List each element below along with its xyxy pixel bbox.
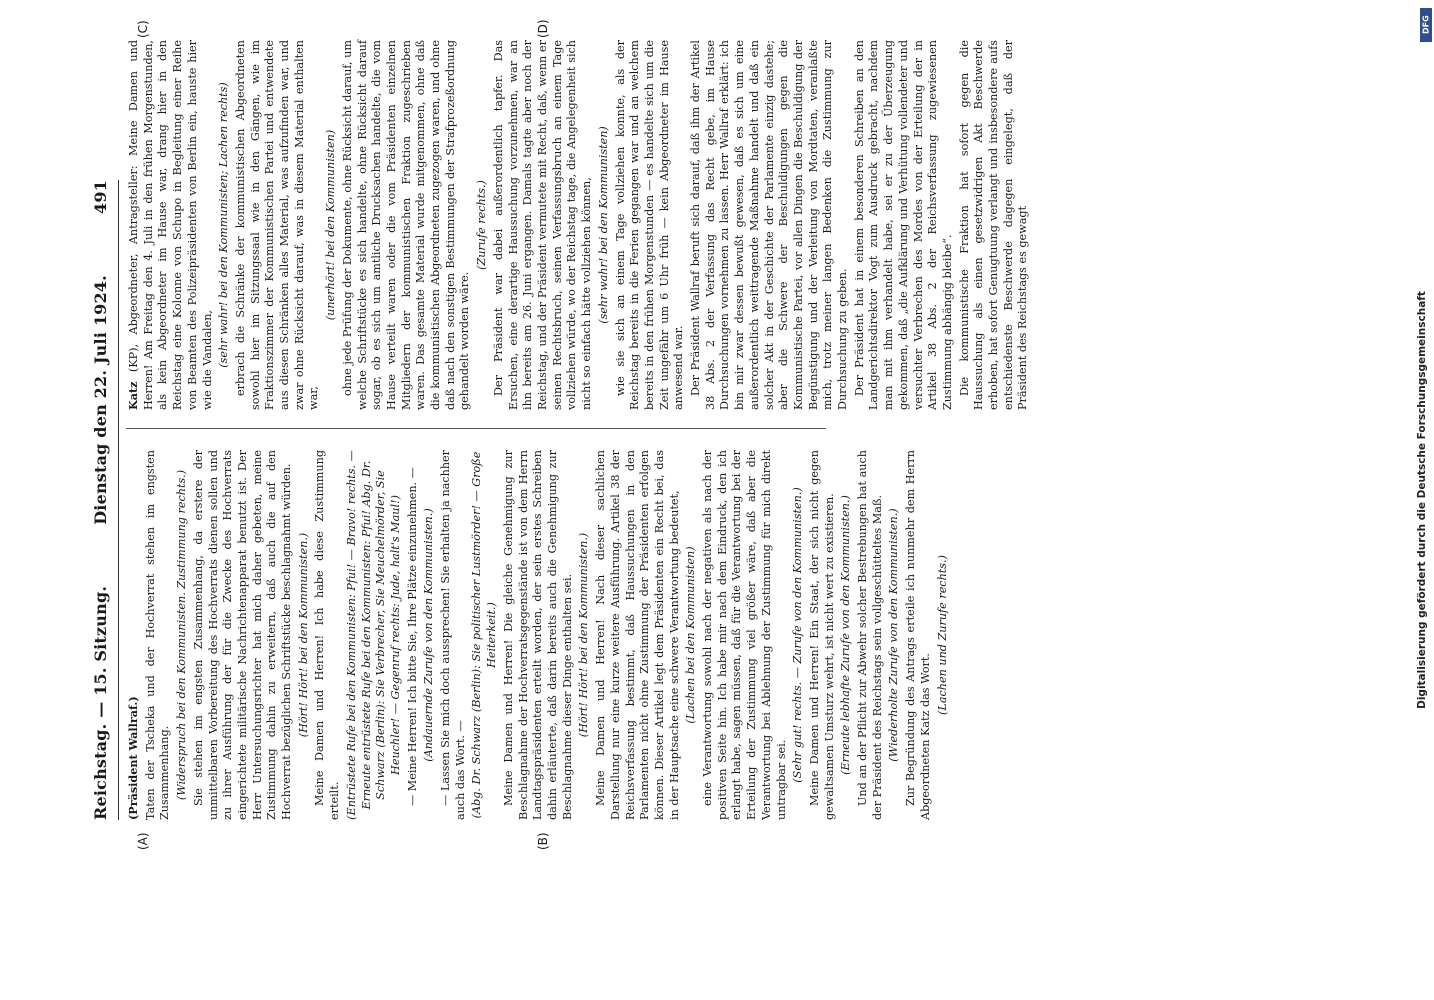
margin-marker-d: (D): [536, 19, 550, 38]
left-paragraph: (Entrüstete Rufe bei den Kommunisten: Pfui! — Bravo! rechts. — Erneute entrüstete Rufe bei den Kommunisten: Pfui! Abg. Dr. Schwarz (Berlin): Sie Verbrecher, Sie Meuchelmörder, Sie Heuchler! — Gegenruf rechts: Jude, halt's Maul!): [344, 450, 402, 820]
dfg-logo: DFG: [1420, 8, 1432, 42]
right-paragraph: (sehr wahr! bei den Kommunisten): [596, 126, 610, 324]
left-paragraph: Meine Damen und Herren! Nach dieser sachlichen Darstellung nur eine kurze weitere Ausführung. Artikel 38 der Reichsverfassung bestimmt, daß Haussuchungen in den Parlamenten nicht ohne Zustimmung der Präsidenten erfolgen können. Dieser Artikel legt dem Präsidenten ein Recht bei, das in der Hauptsache eine schwere Verantwortung bedeutet,: [594, 450, 681, 820]
left-paragraph: (Erneute lebhafte Zurufe von den Kommunisten.): [839, 495, 853, 775]
left-paragraph: eine Verantwortung sowohl nach der negativen als nach der positiven Seite hin. Ich habe mir nach dem Eindruck, den ich erlangt habe, sagen müssen, daß für die Verantwortung bei der Erteilung der Zustimmung viel größer wäre, daß aber die Verantwortung bei Ablehnung der Zustimmung für mich direkt untragbar sei.: [701, 450, 788, 820]
left-paragraph: (Widerspruch bei den Kommunisten. Zustimmung rechts.): [175, 469, 189, 801]
speaker-name: (Präsident Wallraf.): [126, 696, 140, 820]
right-paragraph: (unerhört! bei den Kommunisten): [324, 129, 338, 321]
right-paragraph: (Zurufe rechts.): [475, 180, 489, 270]
right-paragraph: Der Präsident hat in einem besonderen Schreiben an den Landgerichtsdirektor Vogt zum Ausdruck gebracht, nachdem man mit ihm verhandelt habe, sei er zu der Überzeugung gekommen, daß „die Aufklärung und Verhütung vollendeter und versuchter Verbrechen des Mordes von der Erteilung der in Artikel 38 Abs. 2 der Reichsverfassung zugewiesenen Zustimmung abhängig bleibe“.: [852, 40, 954, 410]
left-paragraph: Sie stehen im engsten Zusammenhang, da erstere der unmittelbaren Vorbereitung des Hochverrats dienen sollen und zu ihrer Ausführung der für die Zwecke des Hochverrats eingerichtete militärische Nachrichtenapparat benutzt ist. Der Herr Untersuchungsrichter hat mich daher gebeten, meine Zustimmung dahin zu erweitern, daß auch die auf den Hochverrat bezüglichen Schriftstücke beschlagnahmt würden.: [191, 450, 294, 820]
header-rule: [118, 180, 119, 820]
right-paragraph: Der Präsident Wallraf beruft sich darauf, daß ihm der Artikel 38 Abs. 2 der Verfassung das Recht gebe, im Hause Durchsuchungen vornehmen zu lassen. Herr Wallraf erklärt: ich bin mir zwar dessen bewußt gewesen, daß es sich um eine außerordentlich weittragende Maßnahme handelt und daß ein solcher Akt in der Geschichte der Parlamente einzig dastehe; aber die Schwere der Beschuldigungen gegen die Kommunistische Partei, vor allen Dingen die Beschuldigung der Begünstigung und der Verleitung von Mordtaten, veranlaßte mich, trotz meiner langen Bedenken die Zustimmung zur Durchsuchung zu geben.: [689, 40, 850, 410]
left-paragraph: (Hört! Hört! bei den Kommunisten.): [296, 532, 310, 738]
right-paragraph: wie sie sich an einem Tage vollziehen konnte, als der Reichstag bereits in die Ferien gegangen war und an welchem bereits in den frühen Morgenstunden — es handelte sich um die Zeit ungefähr um 6 Uhr früh — kein Abgeordneter im Hause anwesend war.: [613, 40, 686, 410]
margin-marker-c: (C): [136, 20, 150, 38]
speaker-name: Katz: [126, 381, 140, 410]
margin-marker-b: (B): [536, 832, 550, 850]
left-paragraph: (Sehr gut! rechts. — Zurufe von den Kommunisten.): [791, 487, 805, 783]
left-paragraphs: [144, 450, 951, 820]
left-paragraph: (Hört! Hört! bei den Kommunisten.): [577, 532, 591, 738]
right-paragraph: erbrach die Schränke der kommunistischen Abgeordneten sowohl hier im Sitzungssaal wie in den Gängen, wie im Fraktionszimmer der Kommunistischen Partei und entwendete aus diesen Schränken alles Material, was aufzufinden war, und zwar ohne Rücksicht darauf, was in diesem Material enthalten war,: [233, 40, 321, 410]
right-paragraph: Die kommunistische Fraktion hat sofort gegen die Haussuchung als einen gesetzwidrigen Akt Beschwerde erhoben, hat sofort Genugtuung verlangt und insbesondere aufs entschiedenste Beschwerde dagegen eingelegt, daß der Präsident des Reichstags es gewagt: [957, 40, 1030, 410]
right-paragraph: ohne jede Prüfung der Dokumente, ohne Rücksicht darauf, um welche Schriftstücke es sich handelte, ohne Rücksicht darauf sogar, ob es sich um amtliche Drucksachen handelte, die vom Hause verteilt waren oder die vom Präsidenten einzelnen Mitgliedern der kommunistischen Fraktion zugeschrieben waren. Das gesamte Material wurde mitgenommen, ohne daß die kommunistischen Abgeordneten zugezogen waren, und ohne daß nach den sonstigen Bestimmungen der Strafprozeßordnung gehandelt worden wäre.: [340, 40, 472, 410]
digitization-note: [1412, 4, 1432, 996]
page-number: 491: [90, 180, 110, 214]
left-paragraph: Taten der Tscheka und der Hochverrat stehen im engsten Zusammenhang.: [143, 450, 172, 820]
header-session: Reichstag. — 15. Sitzung.: [90, 585, 110, 820]
margin-marker-a: (A): [136, 832, 150, 850]
left-paragraph: (Andauernde Zurufe von den Kommunisten.): [422, 508, 436, 762]
column-divider: [126, 428, 826, 429]
left-paragraph: Meine Damen und Herren! Ich habe diese Zustimmung erteilt.: [313, 450, 342, 820]
left-paragraph: Meine Damen und Herren! Die gleiche Genehmigung zur Beschlagnahme der Hochverratsgegenstände ist von dem Herrn Landtagspräsidenten erteilt worden, der sein erstes Schreiben dahin erläuterte, daß darin bereits auch die Genehmigung zur Beschlagnahme dieser Dinge enthalten sei.: [501, 450, 574, 820]
left-paragraph: — Meine Herren! Ich bitte Sie, Ihre Plätze einzunehmen. —: [405, 467, 419, 806]
left-paragraph: (Wiederholte Zurufe von den Kommunisten.): [887, 508, 901, 762]
running-header: [86, 180, 114, 820]
left-paragraph: (Lachen bei den Kommunisten): [684, 546, 698, 724]
left-column: [126, 450, 949, 820]
right-paragraphs: [126, 40, 1031, 410]
left-paragraph: Meine Damen und Herren! Ein Staat, der sich nicht gegen gewaltsamen Umsturz wehrt, ist nicht wert zu existieren.: [807, 450, 836, 820]
digitization-note-text: Digitalisierung gefördert durch die Deutsche Forschungsgemeinschaft: [1416, 291, 1428, 709]
right-paragraph: (sehr wahr! bei den Kommunisten; Lachen rechts): [217, 82, 231, 368]
header-date: Dienstag den 22. Juli 1924.: [90, 275, 110, 525]
right-paragraph: [126, 40, 215, 410]
left-speaker-line: [126, 450, 142, 820]
left-paragraph: Zur Begründung des Antrags erteile ich nunmehr dem Herrn Abgeordneten Katz das Wort.: [904, 450, 932, 820]
right-paragraph: Der Präsident war dabei außerordentlich tapfer. Das Ersuchen, eine derartige Haussuchung vorzunehmen, war an ihn bereits am 26. Juni ergangen. Damals tagte aber noch der Reichstag, und der Präsident vermutete mit Recht, daß, wenn er seinen Rechtsbruch, seinen Verfassungsbruch an einem Tage vollziehen würde, wo der Reichstag tage, die Angelegenheit sich nicht so einfach hätte vollziehen können,: [491, 40, 594, 410]
left-paragraph: Und an der Pflicht zur Abwehr solcher Bestrebungen hat auch der Präsident des Reichstags sein vollgeschütteltes Maß.: [856, 450, 884, 820]
left-paragraph: — Lassen Sie mich doch aussprechen! Sie erhalten ja nachher auch das Wort. —: [439, 450, 467, 820]
left-paragraph: (Abg. Dr. Schwarz (Berlin): Sie politischer Lustmörder! — Große Heiterkeit.): [470, 451, 499, 819]
right-paragraph-text: (KP), Abgeordneter, Antragsteller: Meine Damen und Herren! Am Freitag den 4. Juli in den frühen Morgenstunden, als kein Abgeordneter im Hause war, drang hier in den Reichstag eine Kolonne von Schupo in Begleitung einer Reihe von Beamten des Polizeipräsidenten von Berlin ein, hauste hier wie die Vandalen,: [127, 40, 214, 410]
right-column: [126, 40, 1030, 410]
left-paragraph: (Lachen und Zurufe rechts.): [935, 555, 949, 715]
